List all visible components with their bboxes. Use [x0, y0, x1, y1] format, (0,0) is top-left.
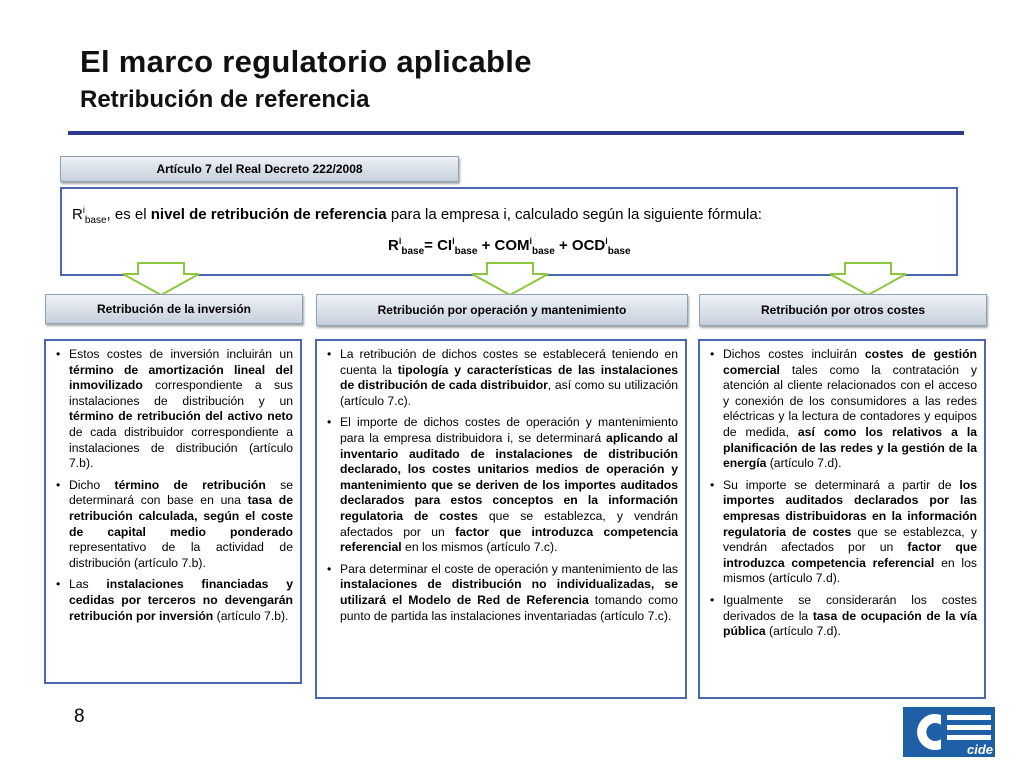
- bullet-item: • Su importe se determinará a partir de los importes auditados declarados por las empresas distribuidoras en la información regulatoria de costes que se establezca, y vendrán afectados por un factor que introduzca competencia referencial en los mismos (artículo 7.d).: [707, 478, 977, 587]
- bullet-item: • Dichos costes incluirán costes de gestión comercial tales como la contratación y atención al cliente relacionados con el acceso y conexión de los consumidores a las redes eléctricas y la lectura de contadores y equipos de medida, así como los relativos a la planificación de las redes y la gestión de la energía (artículo 7.d).: [707, 347, 977, 472]
- slide-subtitle: Retribución de referencia: [80, 86, 370, 113]
- cide-logo: [903, 707, 995, 757]
- column-operation: [315, 339, 687, 699]
- bullet-item: • Las instalaciones financiadas y cedidas por terceros no devengarán retribución por inversión (artículo 7.b).: [53, 577, 293, 624]
- bullet-list: [53, 347, 293, 624]
- bullet-item: • El importe de dichos costes de operación y mantenimiento para la empresa distribuidora i, se determinará aplicando al inventario auditado de instalaciones de distribución declarado, los costes unitarios medios de operación y mantenimiento que se deriven de los importes auditados declarados para estos conceptos en la información regulatoria de costes que se establezca, y vendrán afectados por un factor que introduzca competencia referencial en los mismos (artículo 7.c).: [324, 415, 678, 555]
- formula-definition: $R^i_{base}$, es el nivel de retribución de referencia para la empresa i, calculado según la siguiente fórmula:: [72, 205, 762, 226]
- article-label: Artículo 7 del Real Decreto 222/2008: [156, 162, 363, 176]
- page-number: 8: [74, 706, 85, 727]
- bullet-item: • Estos costes de inversión incluirán un término de amortización lineal del inmovilizado correspondiente a sus instalaciones de distribución y un término de retribución del activo neto de cada distribuidor correspondiente a instalaciones de distribución (artículo 7.b).: [53, 347, 293, 472]
- column-header-other-costs: Retribución por otros costes: [699, 294, 987, 326]
- down-arrow-icon: [829, 262, 907, 296]
- bullet-list: [324, 347, 678, 624]
- bullet-list: [707, 347, 977, 640]
- bullet-item: • Dicho término de retribución se determinará con base en una tasa de retribución calculada, según el coste de capital medio ponderado representativo de la actividad de distribución (artículo 7.b).: [53, 478, 293, 572]
- formula-equation: $R^i_{base}= CI^i_{base} + COM^i_{base} + OCD^i_{base}$: [388, 236, 631, 257]
- column-other-costs: [698, 339, 986, 699]
- svg-text:cide: cide: [966, 742, 993, 757]
- column-investment: [44, 339, 302, 684]
- slide-title: El marco regulatorio aplicable: [80, 44, 532, 79]
- down-arrow-icon: [471, 262, 549, 296]
- column-header-investment: Retribución de la inversión: [45, 294, 303, 324]
- bullet-item: • Para determinar el coste de operación y mantenimiento de las instalaciones de distribución no individualizadas, se utilizará el Modelo de Red de Referencia tomando como punto de partida las instalaciones inventariadas (artículo 7.c).: [324, 562, 678, 624]
- article-label-box: [60, 156, 459, 182]
- bullet-item: • Igualmente se considerarán los costes derivados de la tasa de ocupación de la vía pública (artículo 7.d).: [707, 593, 977, 640]
- bullet-item: • La retribución de dichos costes se establecerá teniendo en cuenta la tipología y características de las instalaciones de distribución de cada distribuidor, así como su utilización (artículo 7.c).: [324, 347, 678, 409]
- column-header-operation: Retribución por operación y mantenimiento: [316, 294, 688, 326]
- down-arrow-icon: [122, 262, 200, 296]
- title-divider: [68, 131, 964, 135]
